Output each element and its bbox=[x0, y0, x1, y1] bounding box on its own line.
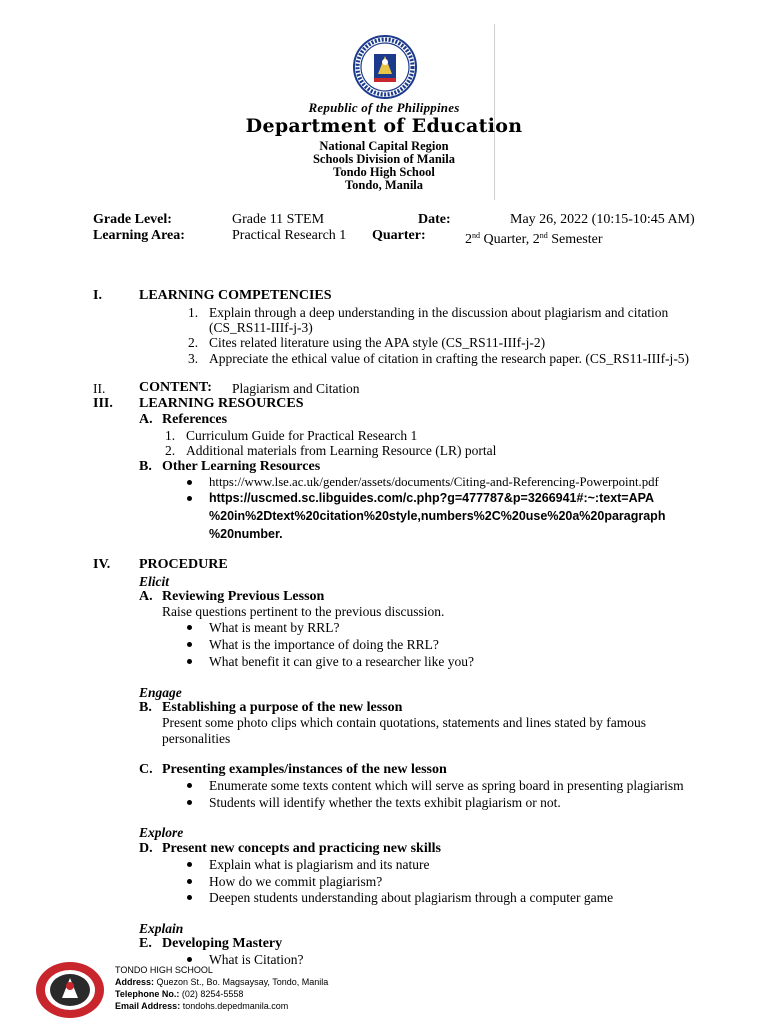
other-resources-title: Other Learning Resources bbox=[162, 459, 321, 474]
footer-school-name: TONDO HIGH SCHOOL bbox=[115, 965, 213, 975]
procedure-c-item-1: Enumerate some texts content which will serve as spring board in presenting plagiarism bbox=[209, 778, 684, 793]
learning-area-value: Practical Research 1 bbox=[232, 228, 347, 243]
bullet-icon bbox=[187, 800, 192, 805]
resource-link-uscmed-line1[interactable]: https://uscmed.sc.libguides.com/c.php?g=477787&p=3266941#:~:text=APA bbox=[209, 491, 655, 505]
competency-3-number: 3. bbox=[188, 351, 199, 366]
bullet-icon bbox=[187, 480, 192, 485]
resource-link-uscmed-line3[interactable]: %20number. bbox=[209, 527, 283, 541]
engage-label: Engage bbox=[139, 685, 182, 700]
procedure-b-letter: B. bbox=[139, 700, 152, 715]
reference-2-number: 2. bbox=[165, 443, 176, 458]
department-title: Department of Education bbox=[245, 115, 523, 137]
content-value: Plagiarism and Citation bbox=[232, 381, 360, 396]
bullet-icon bbox=[187, 496, 192, 501]
other-resources-letter: B. bbox=[139, 459, 152, 474]
section-3-title: LEARNING RESOURCES bbox=[139, 396, 304, 411]
references-title: References bbox=[162, 412, 228, 427]
procedure-a-item-1: What is meant by RRL? bbox=[209, 620, 340, 635]
procedure-c-letter: C. bbox=[139, 762, 153, 777]
section-4-number: IV. bbox=[93, 557, 111, 572]
reference-1-number: 1. bbox=[165, 428, 176, 443]
competency-1-text: Explain through a deep understanding in the discussion about plagiarism and citation bbox=[209, 305, 669, 320]
tondo-high-school-seal-logo bbox=[34, 960, 106, 1020]
bullet-icon bbox=[187, 625, 192, 630]
section-3-number: III. bbox=[93, 396, 113, 411]
procedure-d-item-3: Deepen students understanding about plagiarism through a computer game bbox=[209, 890, 614, 905]
procedure-b-text-line1: Present some photo clips which contain quotations, statements and lines stated by famous bbox=[162, 715, 647, 730]
procedure-d-item-1: Explain what is plagiarism and its nature bbox=[209, 857, 430, 872]
footer-address: Address: Quezon St., Bo. Magsaysay, Tondo, Manila bbox=[115, 977, 329, 987]
bullet-icon bbox=[187, 783, 192, 788]
procedure-e-item-1: What is Citation? bbox=[209, 952, 304, 967]
bullet-icon bbox=[187, 957, 192, 962]
procedure-d-letter: D. bbox=[139, 841, 153, 856]
procedure-a-item-2: What is the importance of doing the RRL? bbox=[209, 637, 439, 652]
procedure-a-intro: Raise questions pertinent to the previous discussion. bbox=[162, 604, 445, 619]
competency-2-text: Cites related literature using the APA style (CS_RS11-IIIf-j-2) bbox=[209, 335, 546, 350]
references-letter: A. bbox=[139, 412, 153, 427]
section-1-title: LEARNING COMPETENCIES bbox=[139, 288, 332, 303]
bullet-icon bbox=[187, 862, 192, 867]
procedure-e-title: Developing Mastery bbox=[162, 936, 283, 951]
quarter-label: Quarter: bbox=[372, 228, 426, 243]
procedure-b-text-line2: personalities bbox=[162, 731, 231, 746]
quarter-value: 2nd Quarter, 2nd Semester bbox=[465, 231, 603, 247]
section-4-title: PROCEDURE bbox=[139, 557, 228, 572]
competency-2-number: 2. bbox=[188, 335, 199, 350]
deped-seal-logo bbox=[352, 34, 418, 100]
procedure-c-title: Presenting examples/instances of the new lesson bbox=[162, 762, 447, 777]
footer-email: Email Address: tondohs.depedmanila.com bbox=[115, 1001, 289, 1011]
republic-line: Republic of the Philippines bbox=[308, 100, 460, 115]
section-1-number: I. bbox=[93, 288, 102, 303]
elicit-label: Elicit bbox=[139, 574, 169, 589]
learning-area-label: Learning Area: bbox=[93, 228, 185, 243]
competency-1-number: 1. bbox=[188, 305, 199, 320]
procedure-e-letter: E. bbox=[139, 936, 152, 951]
reference-2-text: Additional materials from Learning Resource (LR) portal bbox=[186, 443, 497, 458]
procedure-b-title: Establishing a purpose of the new lesson bbox=[162, 700, 403, 715]
region-line: National Capital Region bbox=[319, 139, 449, 153]
section-2-title: CONTENT: bbox=[139, 380, 212, 395]
procedure-d-title: Present new concepts and practicing new skills bbox=[162, 841, 441, 856]
procedure-c-item-2: Students will identify whether the texts exhibit plagiarism or not. bbox=[209, 795, 561, 810]
explain-label: Explain bbox=[139, 921, 184, 936]
school-line: Tondo High School bbox=[333, 165, 435, 179]
city-line: Tondo, Manila bbox=[344, 178, 424, 192]
bullet-icon bbox=[187, 642, 192, 647]
resource-link-uscmed-line2[interactable]: %20in%2Dtext%20citation%20style,numbers%2C%20use%20a%20paragraph bbox=[209, 509, 666, 523]
bullet-icon bbox=[187, 879, 192, 884]
explore-label: Explore bbox=[139, 825, 184, 840]
procedure-a-title: Reviewing Previous Lesson bbox=[162, 589, 325, 604]
procedure-a-item-3: What benefit it can give to a researcher like you? bbox=[209, 654, 474, 669]
reference-1-text: Curriculum Guide for Practical Research 1 bbox=[186, 428, 418, 443]
grade-level-label: Grade Level: bbox=[93, 212, 172, 227]
section-2-number: II. bbox=[93, 381, 106, 396]
division-line: Schools Division of Manila bbox=[312, 152, 456, 166]
competency-1-code: (CS_RS11-IIIf-j-3) bbox=[209, 320, 313, 335]
date-label: Date: bbox=[418, 212, 451, 227]
bullet-icon bbox=[187, 895, 192, 900]
procedure-d-item-2: How do we commit plagiarism? bbox=[209, 874, 383, 889]
resource-link-lse[interactable]: https://www.lse.ac.uk/gender/assets/documents/Citing-and-Referencing-Powerpoint.pdf bbox=[209, 475, 659, 489]
bullet-icon bbox=[187, 659, 192, 664]
procedure-a-letter: A. bbox=[139, 589, 153, 604]
competency-3-text: Appreciate the ethical value of citation in crafting the research paper. (CS_RS11-IIIf-j-5) bbox=[209, 351, 690, 366]
footer-telephone: Telephone No.: (02) 8254-5558 bbox=[115, 989, 244, 999]
date-value: May 26, 2022 (10:15-10:45 AM) bbox=[510, 212, 695, 227]
grade-level-value: Grade 11 STEM bbox=[232, 212, 325, 227]
